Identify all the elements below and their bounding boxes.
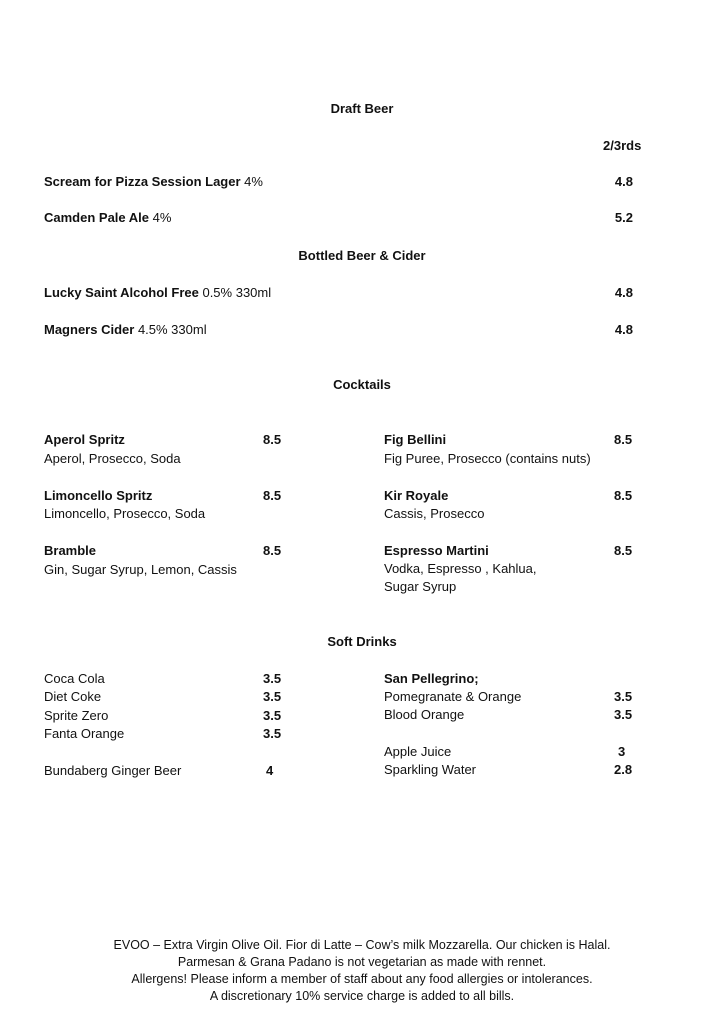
cocktail-desc: Limoncello, Prosecco, Soda xyxy=(44,506,206,521)
cocktail-name: Limoncello Spritz xyxy=(44,488,153,503)
cocktail-name: Bramble xyxy=(44,543,97,558)
draft-beer-heading: Draft Beer xyxy=(330,101,394,116)
cocktail-desc: Vodka, Espresso , Kahlua, xyxy=(384,561,537,576)
item-price: 5.2 xyxy=(614,210,633,225)
footer-line: EVOO – Extra Virgin Olive Oil. Fior di Latte – Cow’s milk Mozzarella. Our chicken is Halal. xyxy=(113,938,611,952)
cocktail-price: 8.5 xyxy=(614,432,633,447)
item-name: Magners Cider xyxy=(44,322,135,337)
cocktail-desc: Aperol, Prosecco, Soda xyxy=(44,451,181,466)
cocktail-price: 8.5 xyxy=(614,488,633,503)
menu-item xyxy=(44,285,271,301)
drink-price: 3 xyxy=(618,744,626,759)
menu-item xyxy=(44,210,171,226)
cocktail-price: 8.5 xyxy=(614,543,633,558)
cocktail-name: Aperol Spritz xyxy=(44,432,125,447)
item-detail: 4.5% 330ml xyxy=(137,322,207,337)
bottled-heading: Bottled Beer & Cider xyxy=(298,248,426,263)
drink-name: Apple Juice xyxy=(384,744,452,759)
cocktail-name: Fig Bellini xyxy=(384,432,447,447)
footer-line: Allergens! Please inform a member of staff about any food allergies or intolerances. xyxy=(131,972,593,986)
drink-price: 4 xyxy=(266,763,274,778)
item-name: Lucky Saint Alcohol Free xyxy=(44,285,199,300)
item-name: Scream for Pizza Session Lager xyxy=(44,174,241,189)
san-pellegrino-heading: San Pellegrino; xyxy=(384,671,479,686)
item-name: Camden Pale Ale xyxy=(44,210,150,225)
cocktail-price: 8.5 xyxy=(263,488,282,503)
drink-name: Bundaberg Ginger Beer xyxy=(44,763,182,778)
cocktail-price: 8.5 xyxy=(263,543,282,558)
cocktail-price: 8.5 xyxy=(263,432,282,447)
drink-price: 2.8 xyxy=(614,762,633,777)
cocktail-name: Kir Royale xyxy=(384,488,449,503)
footer-line: A discretionary 10% service charge is added to all bills. xyxy=(209,989,515,1003)
drink-name: Sparkling Water xyxy=(384,762,476,777)
drink-name: Pomegranate & Orange xyxy=(384,689,522,704)
menu-item xyxy=(44,322,207,338)
item-price: 4.8 xyxy=(614,174,633,189)
drink-price: 3.5 xyxy=(614,689,633,704)
drink-name: Blood Orange xyxy=(384,707,465,722)
cocktail-desc-cont: Sugar Syrup xyxy=(384,579,457,594)
drink-price: 3.5 xyxy=(263,708,282,723)
cocktails-heading: Cocktails xyxy=(333,377,391,392)
item-detail: 4% xyxy=(152,210,172,225)
drink-price: 3.5 xyxy=(263,671,282,686)
cocktail-desc: Gin, Sugar Syrup, Lemon, Cassis xyxy=(44,562,237,577)
drink-price: 3.5 xyxy=(614,707,633,722)
cocktail-name: Espresso Martini xyxy=(384,543,489,558)
footer-notes xyxy=(0,937,724,1005)
cocktail-desc: Cassis, Prosecco xyxy=(384,506,485,521)
soft-drinks-heading: Soft Drinks xyxy=(327,634,397,649)
drink-name: Coca Cola xyxy=(44,671,105,686)
menu-item xyxy=(44,174,263,190)
item-detail: 0.5% 330ml xyxy=(202,285,272,300)
draft-size-label: 2/3rds xyxy=(603,138,642,153)
cocktail-desc: Fig Puree, Prosecco (contains nuts) xyxy=(384,451,591,466)
item-price: 4.8 xyxy=(614,322,633,337)
footer-line: Parmesan & Grana Padano is not vegetarian as made with rennet. xyxy=(177,955,547,969)
drink-price: 3.5 xyxy=(263,726,282,741)
drink-name: Diet Coke xyxy=(44,689,102,704)
drink-name: Sprite Zero xyxy=(44,708,109,723)
item-detail: 4% xyxy=(244,174,263,189)
item-price: 4.8 xyxy=(614,285,633,300)
drink-price: 3.5 xyxy=(263,689,282,704)
drink-name: Fanta Orange xyxy=(44,726,125,741)
